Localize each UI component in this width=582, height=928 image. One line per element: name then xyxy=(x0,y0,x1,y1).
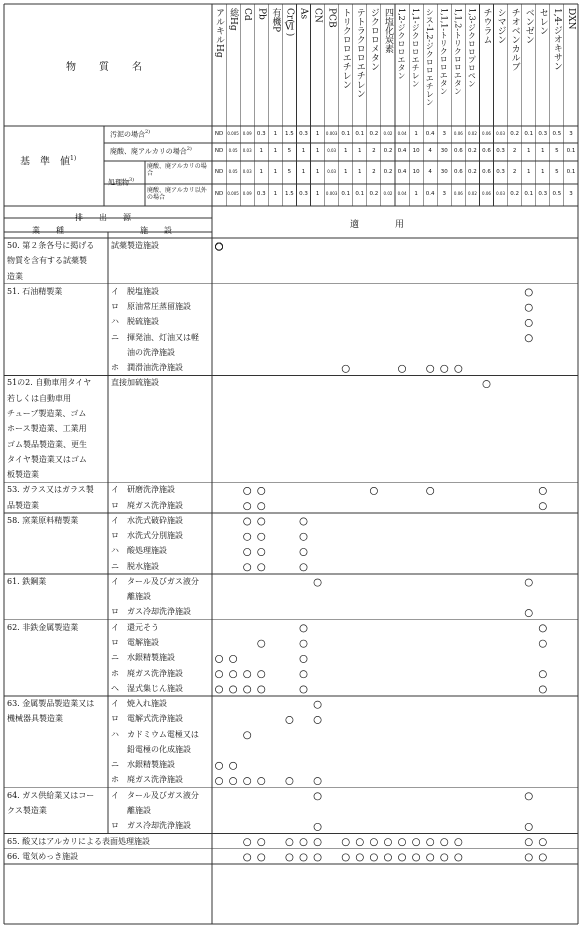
industry-name: 64. ガス供給業又はコー xyxy=(7,790,95,800)
applicable-mark xyxy=(258,503,265,510)
applicable-mark xyxy=(314,579,321,586)
substance-header: シマジン xyxy=(495,8,506,44)
standard-value: 0.4 xyxy=(397,168,407,175)
facility-label: ハ カドミウム電極又は xyxy=(111,729,199,739)
facility-label: ホ 廃ガス洗浄施設 xyxy=(111,775,183,785)
applicable-mark xyxy=(215,671,222,678)
standard-value: 0.02 xyxy=(467,191,477,196)
applicable-mark xyxy=(215,686,222,693)
standard-value: 0.02 xyxy=(383,191,393,196)
standard-value: 0.1 xyxy=(524,130,534,137)
substance-header: ジクロロメタン xyxy=(368,8,379,71)
standard-value: 0.04 xyxy=(397,130,407,136)
applicable-mark xyxy=(300,564,307,571)
applicable-mark xyxy=(244,686,251,693)
standard-value: 0.1 xyxy=(566,148,576,154)
applicable-mark xyxy=(258,564,265,571)
applicable-mark xyxy=(342,839,349,846)
applicable-mark xyxy=(384,854,391,861)
facility-label: イ 還元そう xyxy=(111,622,159,632)
industry-name: 51の2. 自動車用タイヤ xyxy=(7,378,92,388)
standard-value: 0.02 xyxy=(383,130,393,136)
standard-value: 2 xyxy=(512,168,517,175)
industry-name: クス製造業 xyxy=(7,805,47,815)
substance-header: 1,1,2-トリクロロエタン xyxy=(453,8,463,96)
sludge-case-label: 汚泥の場合$^{2)}$ xyxy=(110,129,151,139)
substance-header: 1,1,1-トリクロロエタン xyxy=(439,8,449,96)
standard-value: 1 xyxy=(526,148,531,154)
applicable-mark xyxy=(525,823,532,830)
standard-value: 0.09 xyxy=(242,191,252,196)
applicable-mark xyxy=(398,839,405,846)
standard-value: 0.05 xyxy=(228,148,238,153)
standard-value: 1 xyxy=(414,130,418,137)
standard-value: 0.2 xyxy=(369,130,379,137)
applicable-mark xyxy=(525,793,532,800)
applicable-mark xyxy=(525,579,532,586)
applicable-mark xyxy=(300,625,307,632)
standard-value: 0.5 xyxy=(552,191,562,197)
applicable-mark xyxy=(427,365,434,372)
facility-label: ロ 原油常圧蒸留施設 xyxy=(111,302,191,312)
industry-name: 造業 xyxy=(7,271,23,281)
standard-value: 1 xyxy=(315,130,320,137)
applicable-mark xyxy=(286,716,293,723)
substance-header: Cr(Ⅵ) xyxy=(284,8,295,37)
standard-value: 1 xyxy=(315,168,320,175)
industry-name: ゴム製品製造業、更生 xyxy=(7,439,87,449)
facility-label: ロ 電解式洗浄施設 xyxy=(111,714,183,724)
substance-header: セレン xyxy=(537,8,548,35)
facility-label: ニ 水銀精製施設 xyxy=(111,760,175,770)
applicable-mark xyxy=(258,487,265,494)
facility-label: イ 研磨洗浄施設 xyxy=(111,485,175,495)
standard-value: 0.2 xyxy=(383,168,393,175)
substance-header: テトラクロロエチレン xyxy=(354,8,365,98)
treated-acid-alkali-label: 廃酸、廃アルカリの場合 xyxy=(147,163,207,178)
applicable-mark xyxy=(244,732,251,739)
standard-value: 0.005 xyxy=(227,130,239,136)
industry-name: 板製造業 xyxy=(7,470,39,480)
applicable-mark xyxy=(539,503,546,510)
applicable-mark xyxy=(258,777,265,784)
standard-value: 1 xyxy=(358,168,362,175)
facility-label: イ 脱塩施設 xyxy=(111,286,159,296)
acid-alkali-case-label: 廃酸、廃アルカリの場合$^{2)}$ xyxy=(110,146,192,156)
facility-label: ホ 廃ガス洗浄施設 xyxy=(111,668,183,678)
applicable-mark xyxy=(300,671,307,678)
standard-value: 1 xyxy=(301,168,306,175)
applicable-mark xyxy=(441,854,448,861)
standard-value: 0.03 xyxy=(327,148,337,153)
applicable-mark xyxy=(258,640,265,647)
standard-value: 0.03 xyxy=(496,130,506,136)
standard-value: 1 xyxy=(526,168,531,175)
industry-name: 品製造業 xyxy=(7,500,39,510)
standard-value: 0.3 xyxy=(538,191,548,197)
standard-value: 0.003 xyxy=(325,191,338,196)
applicable-mark xyxy=(258,839,265,846)
facility-label: 施 設 xyxy=(140,226,172,235)
applicable-mark xyxy=(525,854,532,861)
standard-value: 0.05 xyxy=(228,168,238,174)
standard-value: ND xyxy=(214,191,224,197)
applicable-mark xyxy=(356,854,363,861)
standard-value: 0.003 xyxy=(325,130,338,136)
applicable-mark xyxy=(300,839,307,846)
standard-value: 1 xyxy=(343,168,348,175)
applicable-mark xyxy=(244,518,251,525)
industry-name: ホース製造業、工業用 xyxy=(7,424,87,434)
facility-label: ロ 廃ガス洗浄施設 xyxy=(111,500,183,510)
standard-value: 3 xyxy=(569,130,573,137)
standard-value: 0.1 xyxy=(355,130,365,137)
applicable-mark xyxy=(314,777,321,784)
standard-value: 0.6 xyxy=(453,168,463,175)
applicable-mark xyxy=(230,686,237,693)
substance-header: チオベンカルブ xyxy=(509,8,520,71)
applicable-mark xyxy=(244,839,251,846)
applicable-mark xyxy=(244,777,251,784)
standard-value: ND xyxy=(214,168,224,175)
applicable-mark xyxy=(413,854,420,861)
standard-value: 0.2 xyxy=(510,191,520,197)
applicable-mark xyxy=(539,839,546,846)
applicable-mark xyxy=(370,854,377,861)
applicable-mark xyxy=(539,625,546,632)
standard-value: 1 xyxy=(273,168,278,175)
standard-value: 0.1 xyxy=(524,191,534,197)
applicable-mark xyxy=(258,854,265,861)
applicable-mark xyxy=(300,548,307,555)
standard-value: 0.6 xyxy=(482,168,491,175)
standard-value: ND xyxy=(214,130,224,137)
facility-label: ホ 潤滑油洗浄施設 xyxy=(111,363,183,373)
standard-value: 30 xyxy=(440,168,448,175)
standard-value: 1 xyxy=(273,191,278,197)
standard-value: 5 xyxy=(555,148,559,154)
standard-value: 0.3 xyxy=(496,148,505,154)
standard-value: 0.2 xyxy=(510,130,520,137)
standard-value: 0.06 xyxy=(453,191,463,196)
applicable-mark xyxy=(314,701,321,708)
applicable-mark xyxy=(455,854,462,861)
applicable-mark xyxy=(370,839,377,846)
facility-label: ヘ 湿式集じん施設 xyxy=(111,683,183,693)
applicable-mark xyxy=(525,304,532,311)
facility-label: ロ 水洗式分別施設 xyxy=(111,531,183,541)
applicable-mark xyxy=(244,564,251,571)
substance-header: As xyxy=(298,8,309,20)
standard-value: 1 xyxy=(273,148,278,154)
applicable-mark xyxy=(244,487,251,494)
applicable-mark xyxy=(314,716,321,723)
facility-label: 直接加硫施設 xyxy=(111,378,159,388)
standard-value: 0.2 xyxy=(383,148,393,154)
standard-value: 5 xyxy=(287,168,292,175)
standard-value: 2 xyxy=(372,148,376,154)
applicable-mark xyxy=(384,839,391,846)
applicable-mark xyxy=(413,839,420,846)
applicable-mark xyxy=(398,365,405,372)
industry-name: 61. 鉄鋼業 xyxy=(7,576,47,586)
industry-name: 50. 第２条各号に掲げる xyxy=(7,241,95,250)
industry-name: 63. 金属製品製造業又は xyxy=(7,699,95,709)
industry-name: タイヤ製造業又はゴム xyxy=(7,454,87,464)
standard-value: 4 xyxy=(428,168,432,175)
source-label: 排 出 源 xyxy=(75,213,131,222)
standard-value: 0.09 xyxy=(242,130,252,136)
industry-name: 機械器具製造業 xyxy=(7,714,63,724)
standard-value: 0.06 xyxy=(453,130,463,136)
applicable-mark xyxy=(244,671,251,678)
industry-name: 65. 酸又はアルカリによる表面処理施設 xyxy=(7,836,150,846)
standard-value: 0.1 xyxy=(341,191,351,197)
substance-header: 四塩化炭素 xyxy=(382,8,393,53)
applicable-mark xyxy=(314,839,321,846)
applicable-mark xyxy=(483,380,490,387)
applicable-mark xyxy=(525,319,532,326)
facility-label: イ 焼入れ施設 xyxy=(111,699,167,709)
standard-value: 30 xyxy=(440,148,448,154)
industry-name: 62. 非鉄金属製造業 xyxy=(7,622,79,632)
facility-label: 離施設 xyxy=(111,592,151,602)
standard-value: 0.3 xyxy=(299,130,308,137)
industry-name: 66. 電気めっき施設 xyxy=(7,851,79,861)
applicable-mark xyxy=(539,671,546,678)
standard-value: 10 xyxy=(412,148,420,154)
facility-label: 離施設 xyxy=(111,805,151,815)
substance-header: 総Hg xyxy=(228,8,239,31)
applicable-mark xyxy=(215,777,222,784)
standard-value: 0.6 xyxy=(482,148,491,154)
applicable-mark xyxy=(370,487,377,494)
substance-header: Pb xyxy=(256,8,267,20)
standard-value: 5 xyxy=(555,168,559,175)
applicable-label: 適 用 xyxy=(350,220,405,230)
applicable-mark xyxy=(286,839,293,846)
applicable-mark xyxy=(300,854,307,861)
standard-value: 0.4 xyxy=(425,130,435,137)
applicable-mark xyxy=(244,503,251,510)
standard-value: 0.1 xyxy=(566,168,576,175)
standard-value: 0.3 xyxy=(538,130,548,137)
standard-value: 1 xyxy=(315,191,320,197)
standard-value: 1.5 xyxy=(285,130,294,137)
substance-header: シス-1,2-ジクロロエチレン xyxy=(425,8,435,107)
applicable-mark xyxy=(525,610,532,617)
standard-value: 1 xyxy=(343,148,348,154)
standard-value: 1 xyxy=(358,148,362,154)
applicable-mark xyxy=(244,533,251,540)
standard-value: 0.3 xyxy=(256,130,266,137)
applicable-mark xyxy=(314,823,321,830)
applicable-mark xyxy=(230,762,237,769)
standard-value: 1 xyxy=(259,168,263,175)
substance-header: チウラム xyxy=(481,8,492,44)
standard-value: 1.5 xyxy=(285,191,294,197)
applicable-mark xyxy=(314,793,321,800)
substance-header: 1,4-ジオキサン xyxy=(551,8,562,71)
applicable-mark xyxy=(539,487,546,494)
substance-header: CN xyxy=(312,8,323,23)
standard-value: 5 xyxy=(287,148,292,154)
standard-value: 0.3 xyxy=(256,191,266,197)
applicable-mark xyxy=(258,548,265,555)
standard-value: 0.02 xyxy=(467,130,477,136)
applicable-mark xyxy=(539,686,546,693)
standard-value: 0.04 xyxy=(397,191,407,196)
standard-value: 0.1 xyxy=(355,191,365,197)
treated-label: 処理物$^{3)}$ xyxy=(108,177,135,187)
applicable-mark xyxy=(215,762,222,769)
standard-value: 0.6 xyxy=(453,148,463,154)
facility-label: 鉛電極の化成施設 xyxy=(111,744,191,754)
industry-name: 物質を含有する試薬製 xyxy=(7,256,87,266)
facility-label: 試薬製造施設 xyxy=(111,241,159,250)
applicable-mark xyxy=(244,548,251,555)
standard-value: 0.03 xyxy=(327,168,337,174)
applicable-mark xyxy=(258,533,265,540)
applicable-mark xyxy=(300,686,307,693)
industry-name: 53. ガラス又はガラス製 xyxy=(7,485,94,495)
standard-value: 0.3 xyxy=(299,191,308,197)
standard-value: 0.03 xyxy=(242,148,252,153)
substance-header: アルキルHg xyxy=(214,8,225,58)
standard-value: 0.06 xyxy=(482,130,491,136)
applicable-mark xyxy=(539,854,546,861)
applicable-mark xyxy=(258,671,265,678)
applicable-mark xyxy=(427,839,434,846)
standard-value: 1 xyxy=(541,168,545,175)
applicable-mark xyxy=(300,640,307,647)
standard-value: 0.4 xyxy=(397,148,407,154)
facility-label: ハ 脱硫施設 xyxy=(111,317,159,327)
applicable-mark xyxy=(455,839,462,846)
substance-header: 1,1-ジクロロエチレン xyxy=(411,8,421,88)
standard-value: 0.1 xyxy=(341,130,351,137)
standard-value: 0.06 xyxy=(482,191,491,196)
standard-value: 0.2 xyxy=(468,168,477,175)
applicable-mark xyxy=(398,854,405,861)
standard-value: 3 xyxy=(569,191,573,197)
facility-label: ニ 水銀精製施設 xyxy=(111,653,175,663)
industry-label: 業 種 xyxy=(32,226,64,235)
substance-header: 1,3-ジクロロプロペン xyxy=(467,8,477,88)
applicable-mark xyxy=(215,243,222,250)
standard-value: 3 xyxy=(442,191,446,197)
substance-header: DXN xyxy=(565,8,576,30)
applicable-mark xyxy=(356,839,363,846)
facility-label: イ タール及びガス液分 xyxy=(111,576,199,586)
applicable-mark xyxy=(525,335,532,342)
standard-value: 4 xyxy=(428,148,432,154)
standard-value: 0.5 xyxy=(552,130,562,137)
applicable-mark xyxy=(427,487,434,494)
standard-value: 1 xyxy=(315,148,320,154)
facility-label: ロ ガス冷却洗浄施設 xyxy=(111,821,191,831)
applicable-mark xyxy=(525,289,532,296)
applicable-mark xyxy=(539,640,546,647)
applicable-mark xyxy=(300,655,307,662)
industry-name: チューブ製造業、ゴム xyxy=(7,408,87,418)
standard-value: 2 xyxy=(512,148,517,154)
applicable-mark xyxy=(427,854,434,861)
standard-value: 1 xyxy=(301,148,306,154)
industry-name: 若しくは自動車用 xyxy=(7,393,71,403)
facility-label: ロ ガス冷却洗浄施設 xyxy=(111,607,191,617)
standard-value: 1 xyxy=(259,148,263,154)
applicable-mark xyxy=(314,854,321,861)
applicable-mark xyxy=(258,686,265,693)
substance-header: トリクロロエチレン xyxy=(340,8,351,89)
standard-value: 0.03 xyxy=(242,168,252,174)
applicable-mark xyxy=(286,854,293,861)
facility-label: イ タール及びガス液分 xyxy=(111,790,199,800)
standard-value: 0.2 xyxy=(369,191,379,197)
applicable-mark xyxy=(300,533,307,540)
applicable-mark xyxy=(342,365,349,372)
treated-other-label: 廃酸、廃アルカリ以外の場合 xyxy=(147,187,207,202)
substance-header: ベンゼン xyxy=(523,8,534,44)
substance-header: 有機P xyxy=(270,8,281,33)
substance-header: Cd xyxy=(242,8,253,21)
facility-label: ロ 電解施設 xyxy=(111,638,159,648)
facility-label: イ 水洗式破砕施設 xyxy=(111,515,183,525)
applicable-mark xyxy=(441,365,448,372)
standard-value: 1 xyxy=(273,130,278,137)
standard-value: 10 xyxy=(412,168,420,175)
applicable-mark xyxy=(244,854,251,861)
standard-value: 0.2 xyxy=(468,148,477,154)
standard-value: 2 xyxy=(372,168,376,175)
industry-name: 51. 石油精製業 xyxy=(7,286,63,296)
standard-value: 0.03 xyxy=(496,191,506,196)
facility-label: ニ 脱水施設 xyxy=(111,561,159,571)
standard-value: ND xyxy=(214,148,224,154)
standards-label: 基 準 値$^{1)}$ xyxy=(20,155,77,168)
standard-value: 1 xyxy=(541,148,545,154)
facility-label: 油の洗浄施設 xyxy=(111,347,175,357)
substance-title: 物 質 名 xyxy=(66,62,143,73)
standard-value: 1 xyxy=(414,191,418,197)
applicable-mark xyxy=(300,518,307,525)
substance-header: PCB xyxy=(326,8,337,28)
applicable-mark xyxy=(342,854,349,861)
applicable-mark xyxy=(525,839,532,846)
applicable-mark xyxy=(230,777,237,784)
applicable-mark xyxy=(455,365,462,372)
standard-value: 0.4 xyxy=(425,191,435,197)
applicable-mark xyxy=(230,671,237,678)
applicable-mark xyxy=(215,655,222,662)
standard-value: 0.3 xyxy=(496,168,505,175)
applicable-mark xyxy=(258,518,265,525)
standard-value: 0.005 xyxy=(227,191,239,196)
facility-label: ハ 酸処理施設 xyxy=(111,546,167,556)
applicable-mark xyxy=(286,777,293,784)
applicable-mark xyxy=(230,655,237,662)
substance-header: 1,2-ジクロロエタン xyxy=(397,8,407,80)
applicable-mark xyxy=(441,839,448,846)
facility-label: ニ 揮発油、灯油又は軽 xyxy=(111,332,199,342)
industry-name: 58. 窯業原料精製業 xyxy=(7,515,79,525)
standard-value: 3 xyxy=(442,130,446,137)
